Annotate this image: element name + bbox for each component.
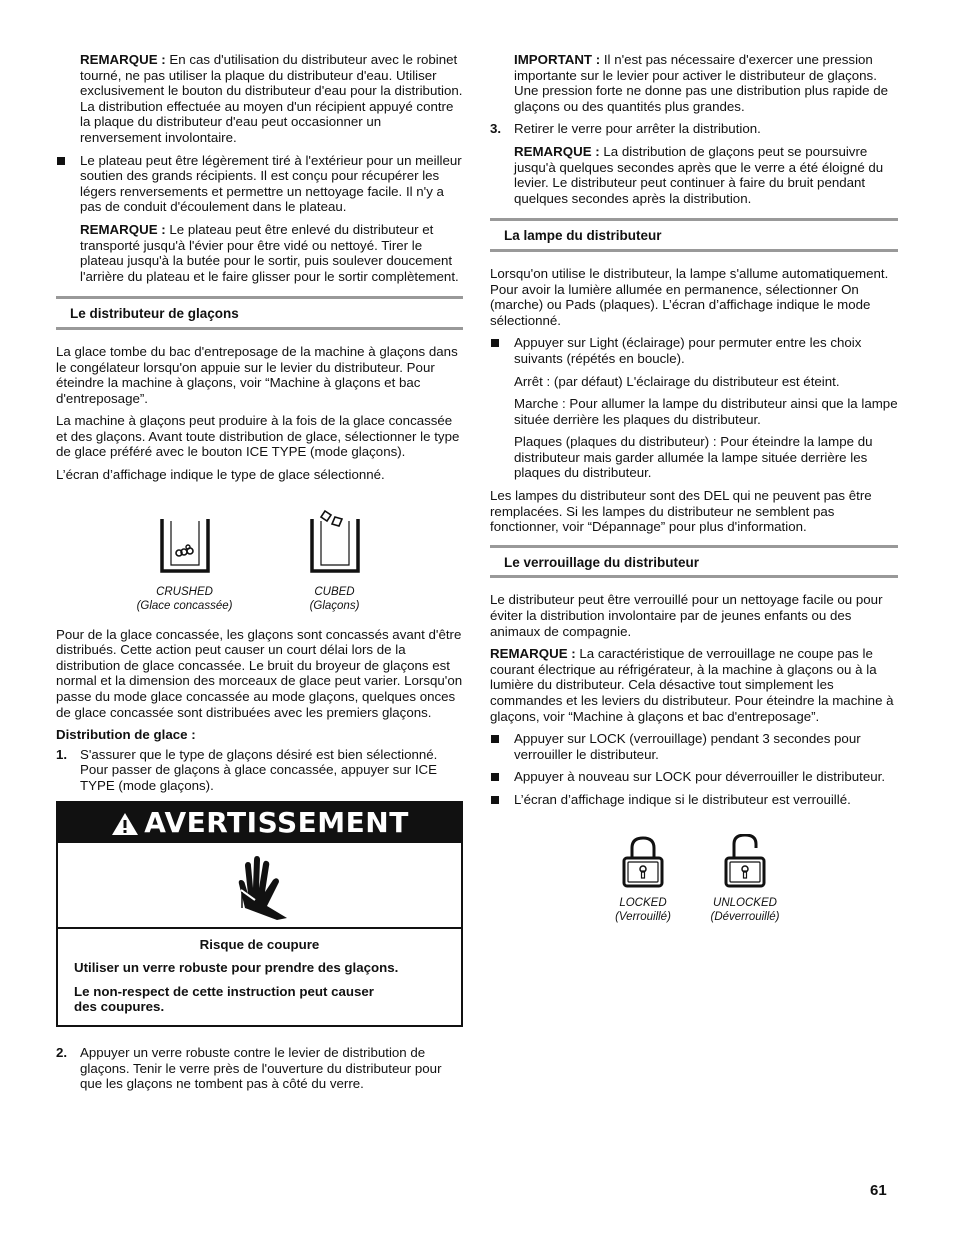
paragraph: La glace tombe du bac d'entreposage de la machine à glaçons dans le congélateur lorsqu'on appuie sur le levier du distributeur. Pour éteindre la machine à glaçons, voir “Machine à glaçons et bac d'entreposage”. xyxy=(56,343,458,406)
warning-triangle-icon xyxy=(110,811,140,837)
warning-hazard: Risque de coupure xyxy=(199,936,320,952)
note-paragraph: REMARQUE : La distribution de glaçons peut se poursuivre jusqu'à quelques secondes après que le verre a été éloigné du levier. Le distributeur peut continuer à faire du bruit pendant quelques secondes après la distribution. xyxy=(514,143,884,206)
important-paragraph: IMPORTANT : Il n'est pas nécessaire d'exercer une pression importante sur le levier pour activer le distributeur de glaçons. Une pression forte ne donne pas une distribution plus rapide de glaçons ou des quantités plus grandes. xyxy=(514,52,889,114)
figure-locked xyxy=(592,834,694,924)
paragraph: Pour de la glace concassée, les glaçons sont concassés avant d'être distribués. Cette action peut causer un court délai lors de la distribution de glace concassée. Le bruit du broyeur de glaçons est normal et la dimension des morceaux de glace peut varier. Lorsqu'on passe du mode glace concassée au mode glaçons, quelques onces de glace concassée sont distribuées avec les premiers glaçons. xyxy=(56,626,463,720)
warning-title: AVERTISSEMENT xyxy=(58,803,461,843)
bullet-item: Le plateau peut être légèrement tiré à l'extérieur pour un meilleur soutien des grands récipients. Il est conçu pour récupérer les légers renversements et permettre un nettoyage facile. Il n'y a pas de conduit d'écoulement dans le plateau. xyxy=(56,153,463,215)
paragraph: Lorsqu'on utilise le distributeur, la lampe s'allume automatiquement. Pour avoir la lumière allumée en permanence, sélectionner On (marche) ou Pads (plaques). L’écran d’affichage indique le mode sélectionné. xyxy=(490,265,889,328)
note-paragraph: REMARQUE : En cas d'utilisation du distributeur avec le robinet tourné, ne pas utiliser la plaque du distributeur d'eau. Utiliser exclusivement le bouton du distributeur d'eau pour la distribution. La distribution effectuée au moyen d'un récipient appuyé contre la plaque du distributeur d'eau peut occasionner un renversement involontaire. xyxy=(80,52,463,145)
warning-body xyxy=(58,929,461,1025)
warning-instruction: Utiliser un verre robuste pour prendre des glaçons. xyxy=(74,960,399,976)
section-heading-lock: Le verrouillage du distributeur xyxy=(490,545,898,579)
note-paragraph: REMARQUE : La caractéristique de verrouillage ne coupe pas le courant électrique au réfrigérateur, à la machine à glaçons ou à la lumière du distributeur. Cela désactive tout simplement les commandes et les leviers du distributeur. Pour éteindre la machine à glaçons, voir “Machine à glaçons et bac d'entreposage”. xyxy=(490,646,894,724)
lamp-option-pads: Plaques (plaques du distributeur) : Pour éteindre la lampe du distributeur mais garder allumée la lampe située derrière les plaques du distributeur. xyxy=(514,434,873,481)
warning-box xyxy=(56,801,463,1027)
step-1: 1. S'assurer que le type de glaçons désiré est bien sélectionné. Pour passer de glaçons à glace concassée, appuyer sur ICE TYPE (mode glaçons). xyxy=(56,746,438,793)
ice-type-figures xyxy=(56,509,463,613)
paragraph: L’écran d’affichage indique le type de glace sélectionné. xyxy=(56,467,385,483)
crushed-ice-icon xyxy=(155,509,215,579)
paragraph: Les lampes du distributeur sont des DEL qui ne peuvent pas être remplacées. Si les lampes du distributeur ne semblent pas fonctionner, voir “Dépannage” pour plus d'information. xyxy=(490,488,872,535)
bullet-item: Appuyer à nouveau sur LOCK pour déverrouiller le distributeur. xyxy=(490,769,898,785)
lamp-option-off: Arrêt : (par défaut) L'éclairage du distributeur est éteint. xyxy=(514,373,840,389)
figure-caption: CRUSHED xyxy=(156,585,213,598)
figure-caption: (Glaçons) xyxy=(309,599,360,612)
bullet-item: Appuyer sur LOCK (verrouillage) pendant 3 secondes pour verrouiller le distributeur. xyxy=(490,731,898,762)
locked-icon xyxy=(618,834,668,890)
right-column xyxy=(490,52,898,938)
cubed-ice-icon xyxy=(305,509,365,579)
left-column xyxy=(56,52,463,1099)
cut-hazard-area xyxy=(58,843,461,929)
step-3: 3. Retirer le verre pour arrêter la distribution. xyxy=(490,121,761,137)
figure-crushed xyxy=(130,509,240,613)
bullet-item: Appuyer sur Light (éclairage) pour permuter entre les choix suivants (répétés en boucle). xyxy=(490,335,898,366)
paragraph: Le distributeur peut être verrouillé pour un nettoyage facile ou pour éviter la distribution involontaire par de jeunes enfants ou des animaux de compagnie. xyxy=(490,592,883,639)
unlocked-icon xyxy=(720,834,770,890)
warning-consequence: Le non-respect de cette instruction peut causer des coupures. xyxy=(74,983,374,1015)
subheading: Distribution de glace : xyxy=(56,727,196,743)
figure-unlocked xyxy=(694,834,796,924)
figure-caption: (Déverrouillé) xyxy=(710,910,780,923)
lock-figures xyxy=(490,834,898,924)
note-paragraph: REMARQUE : Le plateau peut être enlevé du distributeur et transporté jusqu'à l'évier pour être vidé ou nettoyé. Tirer le plateau jusqu'à la butée pour le sortir, puis soulever doucement l'arrière du plateau et le faire glisser pour le sortir complètement. xyxy=(80,221,459,284)
figure-caption: (Verrouillé) xyxy=(615,910,671,923)
lamp-option-on: Marche : Pour allumer la lampe du distributeur ainsi que la lampe située derrière les plaques du distributeur. xyxy=(514,396,898,427)
figure-caption: (Glace concassée) xyxy=(136,599,233,612)
page-number: 61 xyxy=(870,1182,887,1199)
section-heading-ice: Le distributeur de glaçons xyxy=(56,296,463,330)
figure-caption: UNLOCKED xyxy=(713,896,777,909)
bullet-item: L’écran d’affichage indique si le distributeur est verrouillé. xyxy=(490,792,898,808)
step-2: 2. Appuyer un verre robuste contre le levier de distribution de glaçons. Tenir le verre près de l'ouverture du distributeur pour que les glaçons ne tombent pas à côté du verre. xyxy=(56,1044,442,1092)
cut-hand-icon xyxy=(225,850,295,920)
figure-cubed xyxy=(280,509,390,613)
section-heading-lamp: La lampe du distributeur xyxy=(490,218,898,252)
figure-caption: LOCKED xyxy=(619,896,667,909)
figure-caption: CUBED xyxy=(314,585,355,598)
paragraph: La machine à glaçons peut produire à la fois de la glace concassée et des glaçons. Avant toute distribution de glace, sélectionner le type de glace préféré avec le bouton ICE TYPE (mode glaçons). xyxy=(56,413,460,460)
